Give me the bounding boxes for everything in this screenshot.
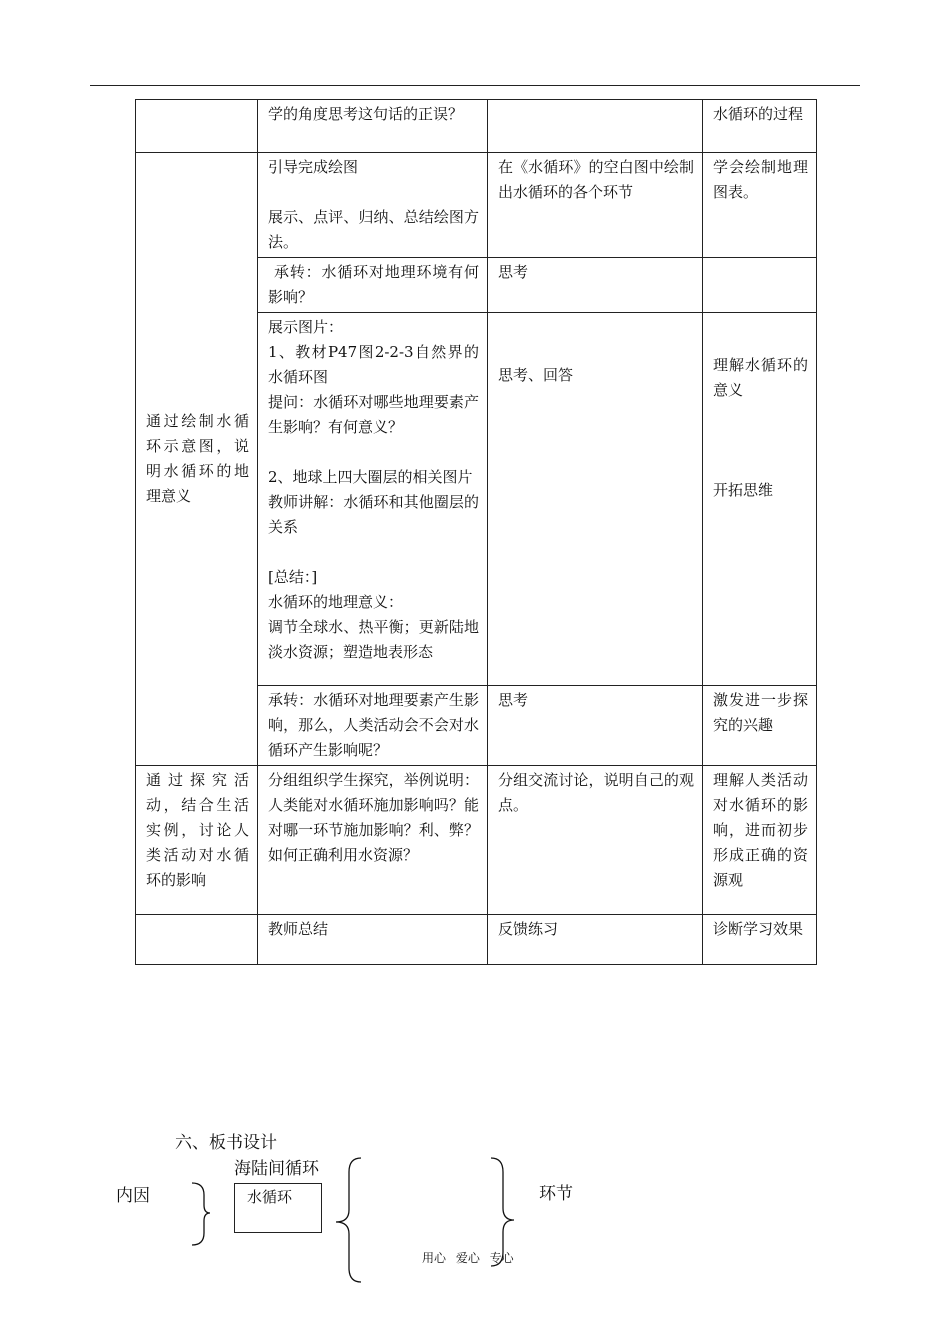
teacher-activity-cell: 引导完成绘图 展示、点评、归纳、总结绘图方法。 xyxy=(258,153,488,258)
student-activity-cell: 思考、回答 xyxy=(488,313,703,686)
footer-motto: 用心 爱心 专心 xyxy=(422,1251,514,1265)
design-intent-cell: 理解水循环的意义 开拓思维 xyxy=(703,313,817,686)
teacher-activity-cell: 承转：水循环对地理要素产生影响，那么，人类活动会不会对水循环产生影响呢？ xyxy=(258,686,488,766)
design-intent-cell: 理解人类活动对水循环的影响，进而初步形成正确的资源观 xyxy=(703,766,817,915)
large-right-brace xyxy=(491,1158,514,1266)
teacher-activity-cell: 学的角度思考这句话的正误？ xyxy=(258,100,488,153)
student-activity-cell: 思考 xyxy=(488,686,703,766)
inner-cause-label: 内因 xyxy=(116,1186,150,1206)
teacher-activity-cell: 教师总结 xyxy=(258,915,488,965)
design-intent-cell: 激发进一步探究的兴趣 xyxy=(703,686,817,766)
water-cycle-box-label: 水循环 xyxy=(247,1188,293,1206)
large-left-brace xyxy=(336,1158,361,1282)
design-intent-cell: 学会绘制地理图表。 xyxy=(703,153,817,258)
goal-cell-merged: 通过绘制水循环示意图，说明水循环的地理意义 xyxy=(136,153,258,766)
student-activity-cell: 分组交流讨论，说明自己的观点。 xyxy=(488,766,703,915)
student-activity-cell: 在《水循环》的空白图中绘制出水循环的各个环节 xyxy=(488,153,703,258)
links-label: 环节 xyxy=(539,1184,573,1204)
sea-land-cycle-label: 海陆间循环 xyxy=(234,1159,319,1179)
small-right-brace xyxy=(192,1183,210,1245)
teacher-activity-cell: 分组组织学生探究，举例说明：人类能对水循环施加影响吗？能对哪一环节施加影响？利、弊？如何正确利用水资源？ xyxy=(258,766,488,915)
student-activity-cell: 反馈练习 xyxy=(488,915,703,965)
design-intent-cell: 水循环的过程 xyxy=(703,100,817,153)
goal-cell: 通过探究活动，结合生活实例，讨论人类活动对水循环的影响 xyxy=(136,766,258,915)
student-activity-cell: 思考 xyxy=(488,258,703,313)
teacher-activity-cell: 承转：水循环对地理环境有何影响？ xyxy=(258,258,488,313)
teacher-activity-cell: 展示图片： 1、教材P47图2-2-3自然界的水循环图 提问：水循环对哪些地理要素产生影响？有何意义？ 2、地球上四大圈层的相关图片 教师讲解：水循环和其他圈层的关系 [总结：] 水循环的地理意义： 调节全球水、热平衡；更新陆地淡水资源；塑造地表形态 xyxy=(258,313,488,686)
design-intent-cell: 诊断学习效果 xyxy=(703,915,817,965)
board-design-title: 六、板书设计 xyxy=(175,1133,277,1153)
